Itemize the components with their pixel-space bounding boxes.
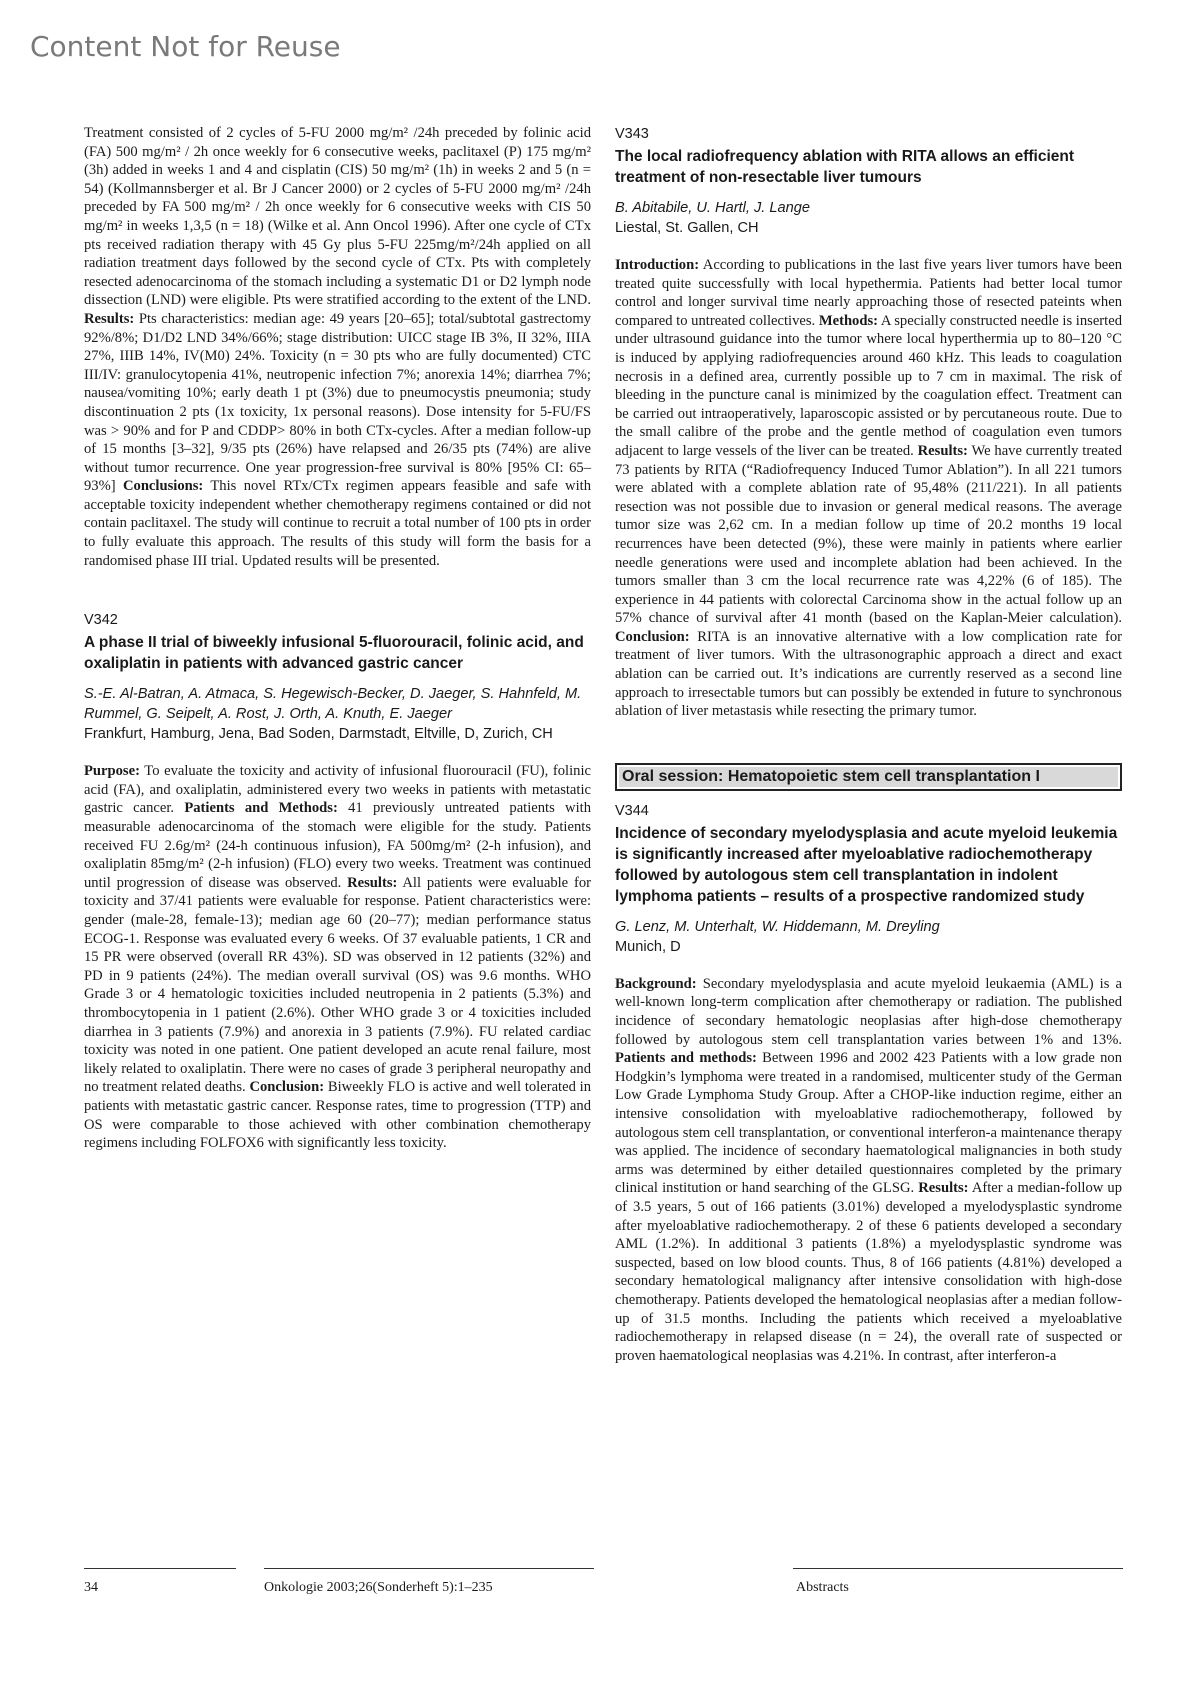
abstract-authors: B. Abitabile, U. Hartl, J. Lange: [615, 200, 810, 216]
session-heading: Oral session: Hematopoietic stem cell transplantation I: [615, 763, 1122, 791]
run-heading: Results:: [84, 310, 135, 327]
abstract-body: Background: Secondary myelodysplasia and acute myeloid leukaemia (AML) is a well-known long-term complication after chemotherapy or radiation. The published incidence of secondary hematologic neoplasias after high-dose chemotherapy followed by autologous stem cell transplantation varies between 1% and 13%. Patients and methods: Between 1996 and 2002 423 Patients with a low grade non Hodgkin’s lymphoma were treated in a randomised, multicenter study of the German Low Grade Lymphoma Study Group. After a CHOP-like induction regime, either an intensive consolidation with myeloablative radiochemotherapy, followed by autologous stem cell transplantation, or conventional interferon-a maintenance therapy was applied. The incidence of secondary haematological malignancies in both study arms was determined by either detailed questionnaires completed by the primary clinical institution or hand searching of the GLSG. Results: After a median-follow up of 3.5 years, 5 out of 166 patients (3.01%) developed a myelodysplastic syndrome after myeloablative radiochemotherapy. 2 of these 6 patients developed a secondary AML (1.2%). In additional 3 patients (1.8%) a myelodysplastic syndrome was suspected, based on low blood counts. Thus, 8 of 166 patients (4.81%) developed a secondary hematological malignancy after intensive consolidation with high-dose chemotherapy. Patients developed the hematological neoplasias after a median follow-up of 31.5 months. Including the patients which received a myeloablative radiochemotherapy in relapsed disease (n = 24), the overall rate of suspected or proven haematological neoplasias was 4.21%. In contrast, after interferon-a: [615, 975, 1122, 1364]
section-name: Abstracts: [796, 1580, 849, 1595]
abstract-authors: G. Lenz, M. Unterhalt, W. Hiddemann, M. Dreyling: [615, 918, 940, 935]
run-heading: Background:: [615, 975, 697, 992]
run-heading: Conclusions:: [122, 478, 204, 495]
abstract-v344: [615, 803, 1122, 1365]
right-column: [615, 126, 1122, 1365]
abstract-id: V343: [615, 126, 649, 142]
run-heading: Conclusion:: [249, 1079, 325, 1096]
run-heading: Results:: [918, 1180, 969, 1197]
continued-abstract-text: Treatment consisted of 2 cycles of 5-FU 2000 mg/m² /24h preceded by folinic acid (FA) 500 mg/m² / 2h once weekly for 6 consecutive weeks, paclitaxel (P) 175 mg/m² (3h) added in weeks 1 and 4 and cisplatin (CIS) 50 mg/m² (1h) in weeks 2 and 5 (n = 54) (Kollmannsberger et al. Br J Cancer 2000) or 2 cycles of 5-FU 2000 mg/m² /24h preceded by FA 500 mg/m² / 2h once weekly for 6 consecutive weeks with CIS 50 mg/m² in weeks 1,3,5 (n = 18) (Wilke et al. Ann Oncol 1996). After one cycle of CTx pts received radiation therapy with 45 Gy plus 5-FU 225mg/m²/24h applied on all radiation treatment days followed by the second cycle of CTx. Pts with completely resected adenocarcinoma of the stomach including a systematic D1 or D2 lymph node dissection (LND) were eligible. Pts were stratified according to the extent of the LND. Results: Pts characteristics: median age: 49 years [20–65]; total/subtotal gastrectomy 92%/8%; D1/D2 LND 34%/66%; stage distribution: UICC stage IB 3%, II 32%, IIIA 27%, IIIB 14%, IV(M0) 24%. Toxicity (n = 30 pts who are fully documented) CTC III/IV: granulocytopenia 41%, neutropenic infection 7%; anorexia 14%; diarrhea 7%; nausea/vomiting 10%; early death 1 pt (3%) due to pneumocystis pneumonia; study discontinuation 2 pts (1x toxicity, 1x personal reasons). Dose intensity for 5-FU/FS was > 90% and for P and CDDP> 80% in both CTx-cycles. After a median follow-up of 15 months [3–32], 9/35 pts (26%) have relapsed and 26/35 pts (74%) are alive without tumor recurrence. One year progression-free survival is 80% [95% CI: 65–93%] Conclusions: This novel RTx/CTx regimen appears feasible and safe with acceptable toxicity independent whether chemotherapy regimens contained or did not contain paclitaxel. The study will continue to recruit a total number of 100 pts in order to fully evaluate this approach. The results of this study will form the basis for a randomised phase III trial. Updated results will be presented.: [84, 125, 591, 569]
run-heading: Patients and methods:: [615, 1050, 757, 1067]
run-heading: Results:: [917, 442, 968, 459]
run-heading: Conclusion:: [615, 628, 690, 645]
abstract-id: V344: [615, 802, 649, 819]
abstract-v342: [84, 612, 591, 1152]
abstract-affiliation: Liestal, St. Gallen, CH: [615, 220, 759, 236]
run-heading: Patients and Methods:: [184, 800, 338, 817]
left-column: [84, 124, 591, 1153]
run-heading: Introduction:: [615, 257, 700, 273]
watermark: Content Not for Reuse: [30, 30, 341, 63]
run-heading: Purpose:: [84, 763, 140, 780]
footer-rule-right: [793, 1568, 1123, 1569]
abstract-id: V342: [84, 612, 118, 629]
abstract-authors: S.-E. Al-Batran, A. Atmaca, S. Hegewisch-Becker, D. Jaeger, S. Hahnfeld, M. Rummel, G. Seipelt, A. Rost, J. Orth, A. Knuth, E. Jaeger: [84, 686, 582, 723]
run-heading: Methods:: [818, 312, 879, 329]
journal-citation: Onkologie 2003;26(Sonderheft 5):1–235: [264, 1580, 493, 1595]
abstract-affiliation: Munich, D: [615, 938, 681, 955]
abstract-body: Purpose: To evaluate the toxicity and activity of infusional fluorouracil (FU), folinic acid (FA), and oxaliplatin, administered every two weeks in patients with metastatic gastric cancer. Patients and Methods: 41 previously untreated patients with measurable adenocarcinoma of the stomach were eligible for the study. Patients received FU 2.6g/m² (24-h continuous infusion), FA 500mg/m² (2-h infusion), and oxaliplatin 85mg/m² (2-h infusion) (FLO) every two weeks. Treatment was continued until progression of disease was observed. Results: All patients were evaluable for toxicity and 37/41 patients were evaluable for response. Patient characteristics were: gender (male-28, female-13); median age 60 (20–77); median performance status ECOG-1. Response was evaluated every 6 weeks. Of 37 evaluable patients, 1 CR and 15 PR were observed (overall RR 43%). SD was observed in 12 patients (32%) and PD in 9 patients (24%). The median overall survival (OS) was 9.6 months. WHO Grade 3 or 4 hematologic toxicities included neutropenia in 2 patients (5.3%) and thrombocytopenia in 1 patient (2.6%). Other WHO grade 3 or 4 toxicities included diarrhea in 3 patients (7.9%) and anorexia in 3 patients (7.9%). FU related cardiac toxicity was noted in one patient. One patient developed an acute renal failure, most likely related to oxaliplatin. There were no cases of grade 3 peripheral neuropathy and no treatment related deaths. Conclusion: Biweekly FLO is active and well tolerated in patients with metastatic gastric cancer. Response rates, time to progression (TTP) and OS were comparable to those achieved with other combination chemotherapy regimens including FOLFOX6 with significantly less toxicity.: [84, 763, 592, 1152]
abstract-title: The local radiofrequency ablation with RITA allows an efficient treatment of non-resectable liver tumours: [615, 148, 1075, 186]
footer-rule-left: [84, 1568, 236, 1569]
footer-rule-center: [264, 1568, 594, 1569]
run-heading: Results:: [347, 874, 398, 891]
page-number: 34: [84, 1580, 98, 1595]
abstract-body: Introduction: According to publications in the last five years liver tumors have been treated quite successfully with local hypethermia. Patients had better local tumor control and longer survival time nearly approaching those of resected pateints when compared to untreated collectives. Methods: A specially constructed needle is inserted under ultrasound guidance into the tumor where local hyperthermia up to 80–120 °C is induced by applying radiofrequencies around 460 kHz. This leads to coagulation necrosis in a defined area, currently possible up to 7 cm in maximal. The risk of bleeding in the puncture canal is minimized by the coagulation effect. Treatment can be carried out intraoperatively, laparoscopic assisted or by percutaneous route. Due to the small calibre of the probe and the gentle method of coagulation even tumors adjacent to large vessels of the liver can be treated. Results: We have currently treated 73 patients by RITA (“Radiofrequency Induced Tumor Ablation”). In all 221 tumors were ablated with a complete ablation rate of 95,48% (211/221). In all patients resection was not possible due to invasion or general medical reasons. The average tumor size was 2,62 cm. In a median follow up time of 20.2 months 19 local recurrences have been detected (9%), these were mainly in patients where earlier needle generations were used and incomplete ablation had been achieved. In the tumors smaller than 3 cm the local recurrence rate was 4,22% (6 of 185). The experience in 44 patients with colorectal Carcinoma show in the actual follow up an 57% chance of survival after 41 month (based on the Kaplan-Meier calculation). Conclusion: RITA is an innovative alternative with a low complication rate for treatment of liver tumors. With the ultrasonographic approach a direct and exact ablation can be carried out. It’s indications are currently reserved as a second line approach to irresectable tumors but can possibly be extended in future to synchronous ablation of liver metastasis while resecting the primary tumor.: [615, 257, 1122, 720]
abstract-affiliation: Frankfurt, Hamburg, Jena, Bad Soden, Darmstadt, Eltville, D, Zurich, CH: [84, 726, 553, 743]
abstract-title: A phase II trial of biweekly infusional 5-fluorouracil, folinic acid, and oxaliplatin in patients with advanced gastric cancer: [84, 634, 584, 673]
abstract-title: Incidence of secondary myelodysplasia and acute myeloid leukemia is significantly increased after myeloablative radiochemotherapy followed by autologous stem cell transplantation in indolent lymphoma patients – results of a prospective randomized study: [615, 824, 1118, 905]
abstract-v343: [615, 126, 1122, 721]
